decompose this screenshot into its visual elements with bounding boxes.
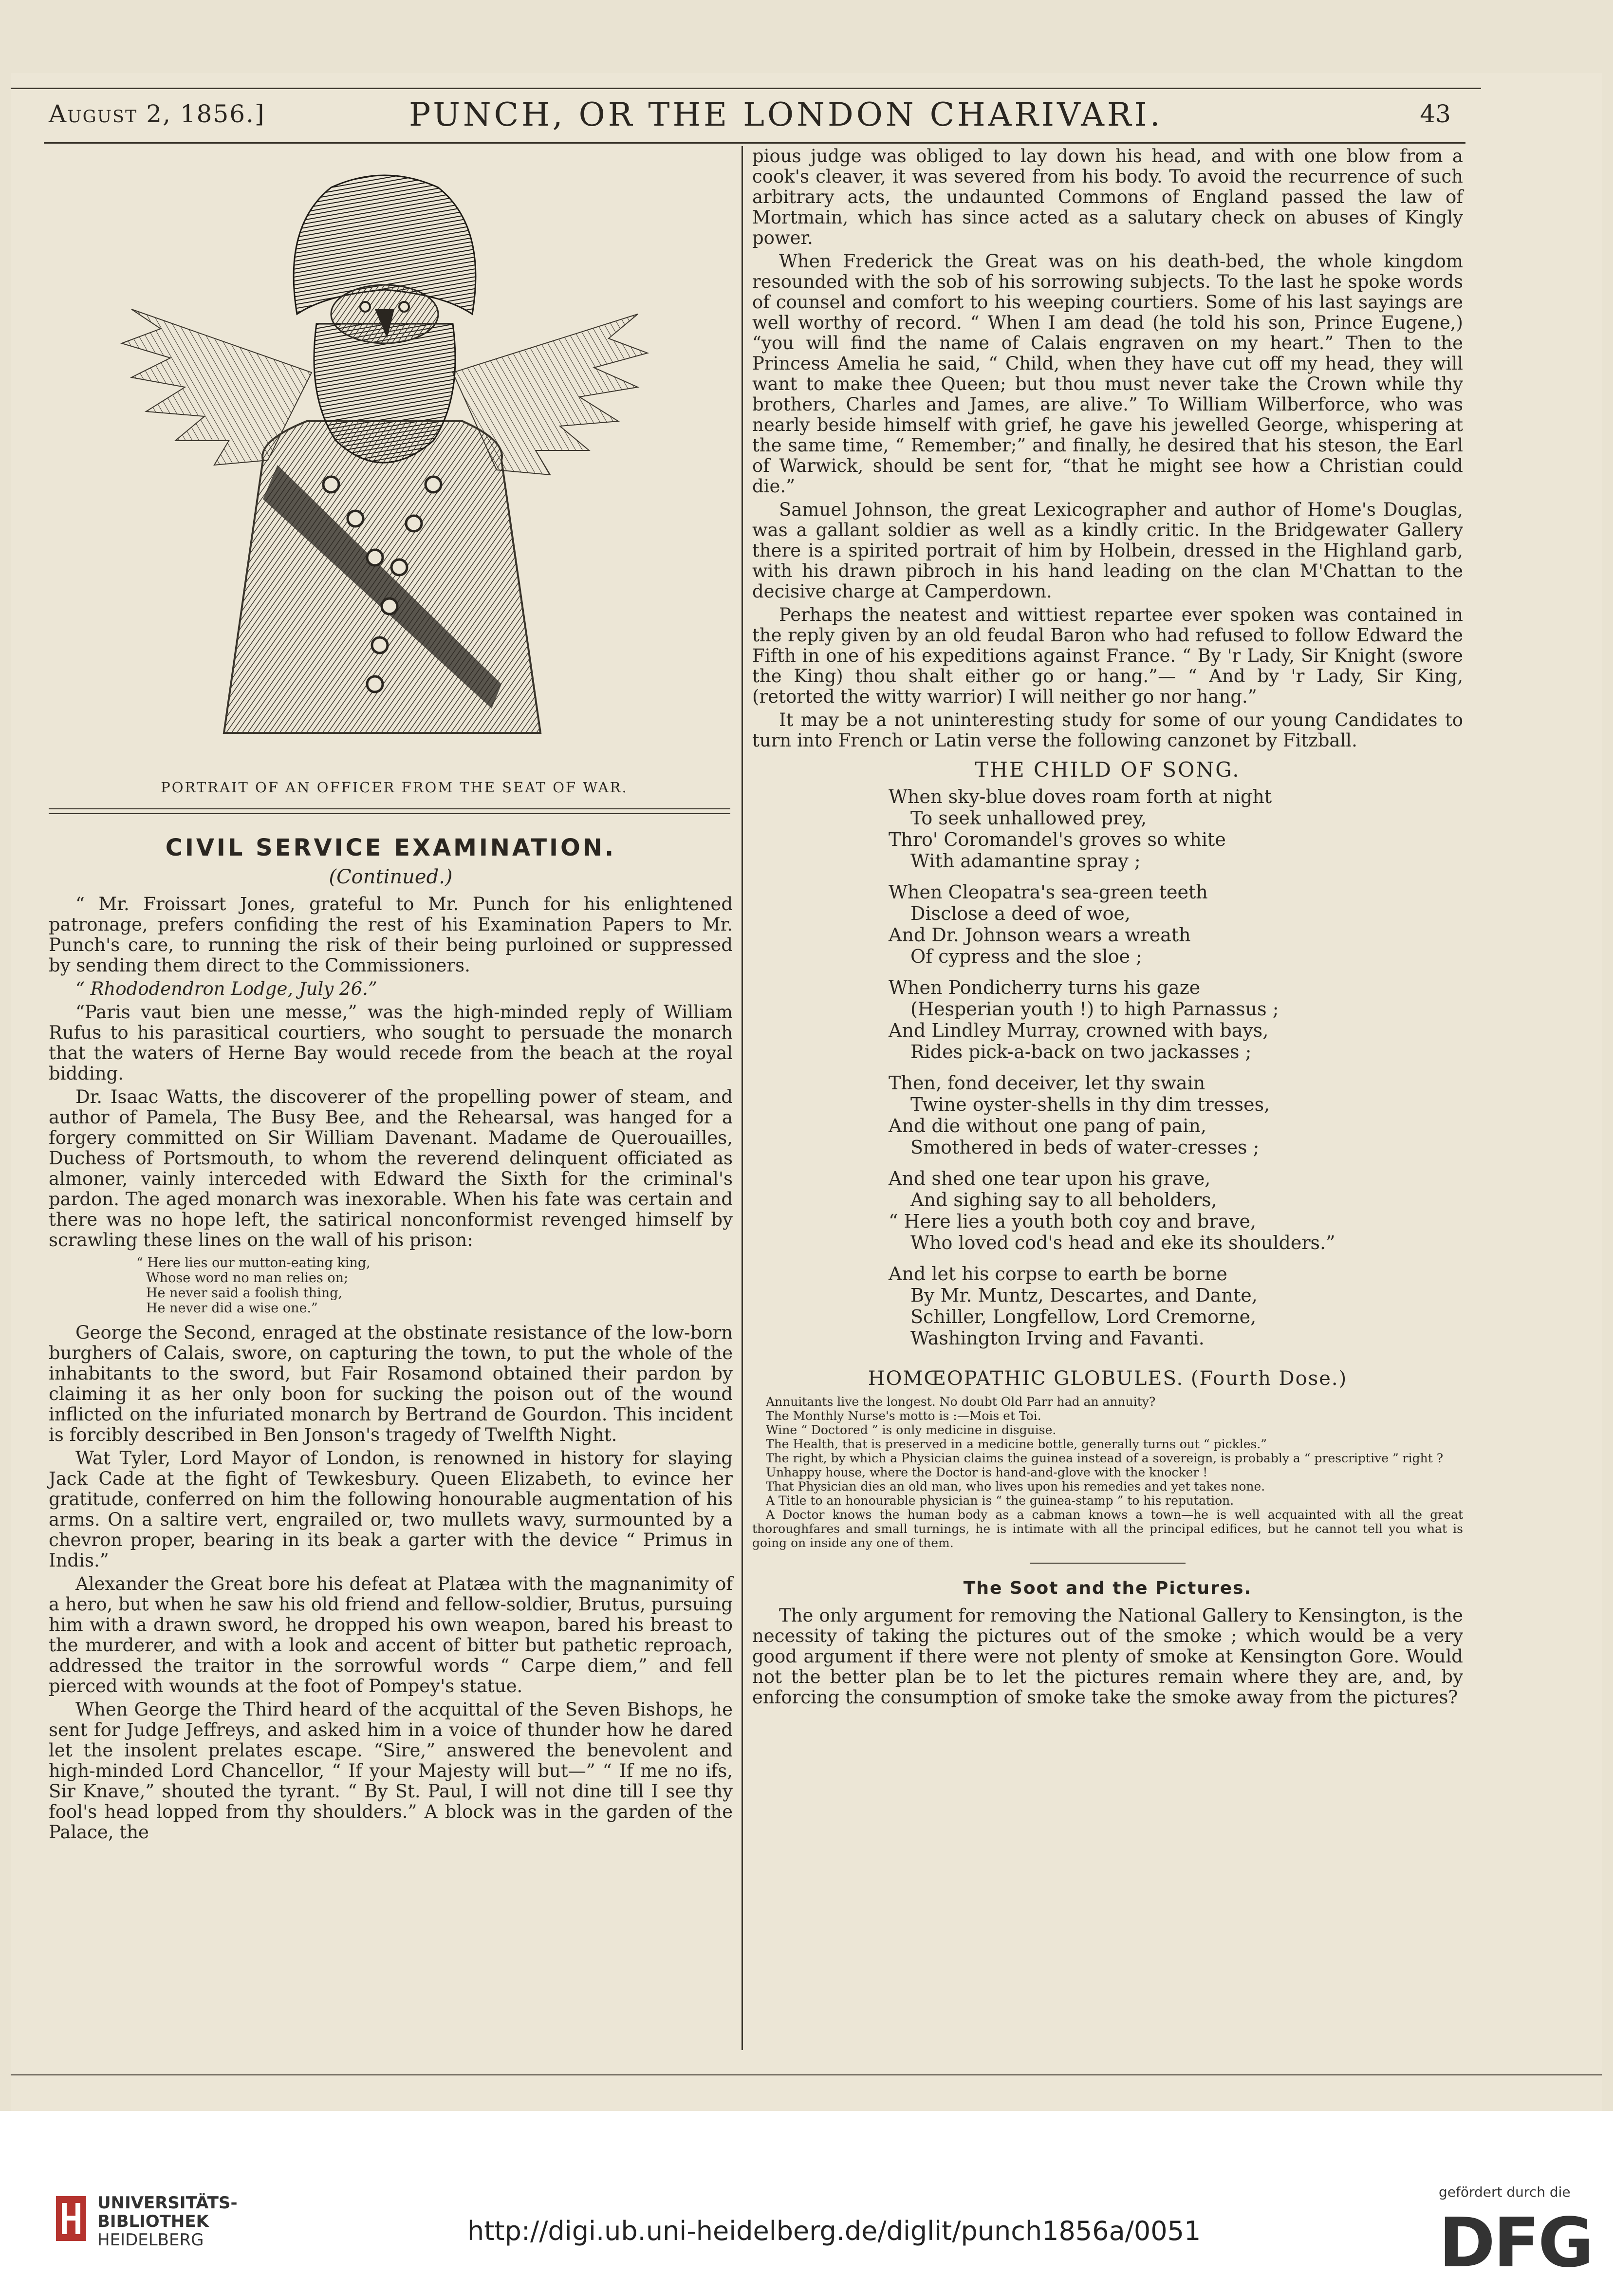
globule-item: A Title to an honourable physician is “ the guinea-stamp ” to his reputation.: [766, 1493, 1234, 1508]
verse-line: Smothered in beds of water-cresses ;: [910, 1137, 1260, 1158]
dfg-logo: DFG: [1439, 2203, 1592, 2283]
verse-line: By Mr. Muntz, Descartes, and Dante,: [910, 1285, 1258, 1306]
paragraph: It may be a not uninteresting study for some of our young Candidates to turn into French or Latin verse the following canzonet by Fitzball.: [752, 709, 1463, 751]
verse-line: (Hesperian youth !) to high Parnassus ;: [910, 998, 1279, 1020]
paragraph: Samuel Johnson, the great Lexicographer and author of Home's Douglas, was a gallant soldier as well as a kindly critic. In the Bridgewater Gallery there is a spirited portrait of him by Holbein, dressed in the Highland garb, with his drawn pibroch in his hand leading on the clan M'Chattan to the decisive charge at Camperdown.: [752, 499, 1463, 602]
library-logo-icon: [56, 2196, 86, 2241]
globule-item: The Monthly Nurse's motto is :—Mois et Toi.: [766, 1409, 1041, 1423]
caption-rule-2: [49, 813, 730, 814]
paragraph: “Paris vaut bien une messe,” was the high-minded reply of William Rufus to his parasitical courtiers, who sought to persuade the monarch that the waters of Herne Bay would recede from the beach at the royal bidding.: [49, 1002, 733, 1084]
caption-rule-1: [49, 808, 730, 809]
paragraph: Perhaps the neatest and wittiest repartee ever spoken was contained in the reply given by an old feudal Baron who had refused to follow Edward the Fifth in one of his expeditions against France. “ By 'r Lady, Sir Knight (swore the King) thou shalt either go or hang.”— “ And by 'r Lady, Sir King, (retorted the witty warrior) I will neither go nor hang.”: [752, 604, 1463, 707]
verse-line: And sighing say to all beholders,: [910, 1189, 1217, 1211]
globule-item: That Physician dies an old man, who lives upon his remedies and yet takes none.: [766, 1479, 1265, 1493]
paragraph: The only argument for removing the National Gallery to Kensington, is the necessity of taking the pictures out of the smoke ; which would be a very good argument if there were not plenty of smoke at Kensington Gore. Would not the better plan be to let the pictures remain where they are, and, by enforcing the consumption of smoke take the smoke away from the pictures?: [752, 1605, 1463, 1708]
paragraph: pious judge was obliged to lay down his head, and with one blow from a cook's cleaver, it was severed from his body. To avoid the recurrence of such arbitrary acts, the undaunted Commons of England passed the law of Mortmain, which has since acted as a salutary check on abuses of Kingly power.: [752, 146, 1463, 248]
verse-line: Disclose a deed of woe,: [910, 903, 1131, 924]
homoeopathic-heading: HOMŒOPATHIC GLOBULES. (Fourth Dose.): [868, 1367, 1348, 1390]
section-subheading: (Continued.): [329, 866, 453, 888]
verse-line: Who loved cod's head and eke its shoulders.”: [910, 1232, 1335, 1253]
paragraph: “ Mr. Froissart Jones, grateful to Mr. Punch for his enlightened patronage, prefers confiding the rest of his Examination Papers to Mr. Punch's care, to running the risk of their being purloined or suppressed by sending them direct to the Commissioners.: [49, 894, 733, 976]
paragraph: Dr. Isaac Watts, the discoverer of the propelling power of steam, and author of Pamela, The Busy Bee, and the Rehearsal, was hanged for a forgery committed on Sir William Davenant. Madame de Querouailles, Duchess of Portsmouth, to whom the reverend delinquent officiated as almoner, vainly interceded with Edward the Sixth for the criminal's pardon. The aged monarch was inexorable. When his fate was certain and there was no hope left, the satirical nonconformist revenged himself by scrawling these lines on the wall of his prison:: [49, 1086, 733, 1251]
globule-item: Wine “ Doctored ” is only medicine in disguise.: [766, 1423, 1057, 1437]
verse-line: Rides pick-a-back on two jackasses ;: [910, 1041, 1252, 1063]
verse-line: When Cleopatra's sea-green teeth: [889, 881, 1208, 903]
officer-engraving: [102, 168, 662, 767]
right-column: [752, 146, 1463, 1711]
stanza: [889, 977, 1463, 1063]
verse-line: Schiller, Longfellow, Lord Cremorne,: [910, 1306, 1257, 1327]
library-line: BIBLIOTHEK: [97, 2212, 209, 2231]
verse-line: When sky-blue doves roam forth at night: [889, 786, 1272, 807]
stanza: [889, 881, 1463, 967]
stanza: [889, 1168, 1463, 1253]
library-line: HEIDELBERG: [97, 2230, 204, 2250]
paragraph: When George the Third heard of the acquittal of the Seven Bishops, he sent for Judge Jeffreys, and asked him in a voice of thunder how he dared let the insolent prelates escape. “Sire,” answered the benevolent and high-minded Lord Chancellor, “ If your Majesty will but—” “ If me no ifs, Sir Knave,” shouted the tyrant. “ By St. Paul, I will not dine till I see thy fool's head lopped from thy shoulders.” A block was in the garden of the Palace, the: [49, 1699, 733, 1843]
paragraph: Wat Tyler, Lord Mayor of London, is renowned in history for slaying Jack Cade at the fight of Tewkesbury. Queen Elizabeth, to evince her gratitude, conferred on him the following honourable augmentation of his arms. On a saltire vert, engrailed or, two mullets wavy, surmounted by a chevron proper, bearing in its beak a garter with the device “ Primus in Indis.”: [49, 1448, 733, 1571]
globule-item: Unhappy house, where the Doctor is hand-and-glove with the knocker !: [766, 1465, 1208, 1479]
library-line: UNIVERSITÄTS-: [97, 2193, 238, 2213]
issue-date: August 2, 1856.]: [49, 100, 265, 128]
library-name: [97, 2194, 238, 2249]
verse-line: And shed one tear upon his grave,: [889, 1168, 1211, 1189]
verse-line: He never said a foolish thing,: [146, 1286, 343, 1301]
verse-line: Of cypress and the sloe ;: [910, 946, 1142, 967]
left-column: [49, 834, 733, 1846]
globule-item: A Doctor knows the human body as a cabman knows a town—he is well acquainted with all the great thoroughfares and small turnings, he is intimate with all the principal edifices, but he cannot tell you what is going on inside any one of them.: [752, 1508, 1463, 1550]
verse-line: Whose word no man relies on;: [146, 1270, 349, 1286]
globule-item: Annuitants live the longest. No doubt Old Parr had an annuity?: [766, 1395, 1156, 1409]
paragraph: George the Second, enraged at the obstinate resistance of the low-born burghers of Calais, swore, on capturing the town, to put the whole of the inhabitants to the sword, but Fair Rosamond obtained their pardon by claiming it as her only boon for sucking the poison out of the wound inflicted on the infuriated monarch by Bertrand de Gourdon. This incident is forcibly described in Ben Jonson's tragedy of Twelfth Night.: [49, 1322, 733, 1445]
verse-line: “ Here lies our mutton-eating king,: [136, 1255, 371, 1270]
globules-list: [752, 1395, 1463, 1550]
masthead-title: PUNCH, OR THE LONDON CHARIVARI.: [409, 96, 1163, 133]
section-divider: [1030, 1563, 1186, 1564]
globule-item: The Health, that is preserved in a medicine bottle, generally turns out “ pickles.”: [766, 1437, 1267, 1451]
prison-verse: [136, 1255, 733, 1316]
paragraph: When Frederick the Great was on his death-bed, the whole kingdom resounded with the sob of his sorrowing subjects. To the last he spoke words of counsel and comfort to his weeping courtiers. Some of his last sayings are well worthy of record. “ When I am dead (he told his son, Prince Eugene,) “you will find the name of Calais engraven on my heart.” Then to the Princess Amelia he said, “ Child, when they have cut off my head, they will want to make thee Queen; but thou must never take the Crown while thy brothers, Charles and James, are alive.” To William Wilberforce, who was nearly beside himself with grief, he gave his jewelled George, whispering at the same time, “ Remember;” and finally, he desired that his steson, the Earl of Warwick, should be sent for, “that he might see how a Christian could die.”: [752, 251, 1463, 497]
stanza: [889, 786, 1463, 872]
bottom-border: [11, 2074, 1602, 2075]
verse-line: Thro' Coromandel's groves so white: [889, 829, 1226, 850]
column-divider: [742, 146, 743, 2050]
verse-line: And Dr. Johnson wears a wreath: [889, 924, 1191, 946]
stanza: [889, 1072, 1463, 1158]
verse-line: “ Here lies a youth both coy and brave,: [889, 1211, 1257, 1232]
verse-line: Washington Irving and Favanti.: [910, 1327, 1205, 1349]
section-heading: CIVIL SERVICE EXAMINATION.: [165, 834, 616, 861]
paragraph: Alexander the Great bore his defeat at Platæa with the magnanimity of a hero, but when he saw his old friend and fellow-soldier, Brutus, pursuing him with a drawn sword, he dropped his own weapon, bared his breast to the murderer, and with a look and accent of bitter but pathetic reproach, addressed the traitor in the sorrowful words “ Carpe diem,” and fell pierced with wounds at the foot of Pompey's statue.: [49, 1573, 733, 1697]
top-border: [11, 88, 1481, 89]
page-number: 43: [1420, 100, 1451, 128]
verse-line: And die without one pang of pain,: [889, 1115, 1206, 1137]
verse-line: When Pondicherry turns his gaze: [889, 977, 1201, 998]
footer-bar: [0, 2111, 1613, 2296]
globule-item: The right, by which a Physician claims the guinea instead of a sovereign, is probably a “ prescriptive ” right ?: [766, 1451, 1444, 1465]
verse-line: Then, fond deceiver, let thy swain: [889, 1072, 1205, 1094]
source-url-link[interactable]: http://digi.ub.uni-heidelberg.de/diglit/punch1856a/0051: [467, 2216, 1201, 2246]
verse-line: And let his corpse to earth be borne: [889, 1263, 1227, 1285]
verse-line: Twine oyster-shells in thy dim tresses,: [910, 1094, 1270, 1115]
illustration-caption: PORTRAIT OF AN OFFICER FROM THE SEAT OF WAR.: [161, 779, 628, 796]
page-header: [49, 96, 1451, 144]
verse-line: And Lindley Murray, crowned with bays,: [889, 1020, 1269, 1041]
stanza: [889, 1263, 1463, 1349]
verse-line: To seek unhallowed prey,: [910, 807, 1147, 829]
funding-note: gefördert durch die: [1439, 2184, 1571, 2200]
verse-line: With adamantine spray ;: [910, 850, 1141, 872]
verse-line: He never did a wise one.”: [146, 1301, 318, 1316]
soot-heading: The Soot and the Pictures.: [963, 1578, 1252, 1598]
paragraph: “ Rhododendron Lodge, July 26.”: [75, 978, 377, 999]
song-title: THE CHILD OF SONG.: [975, 758, 1241, 782]
